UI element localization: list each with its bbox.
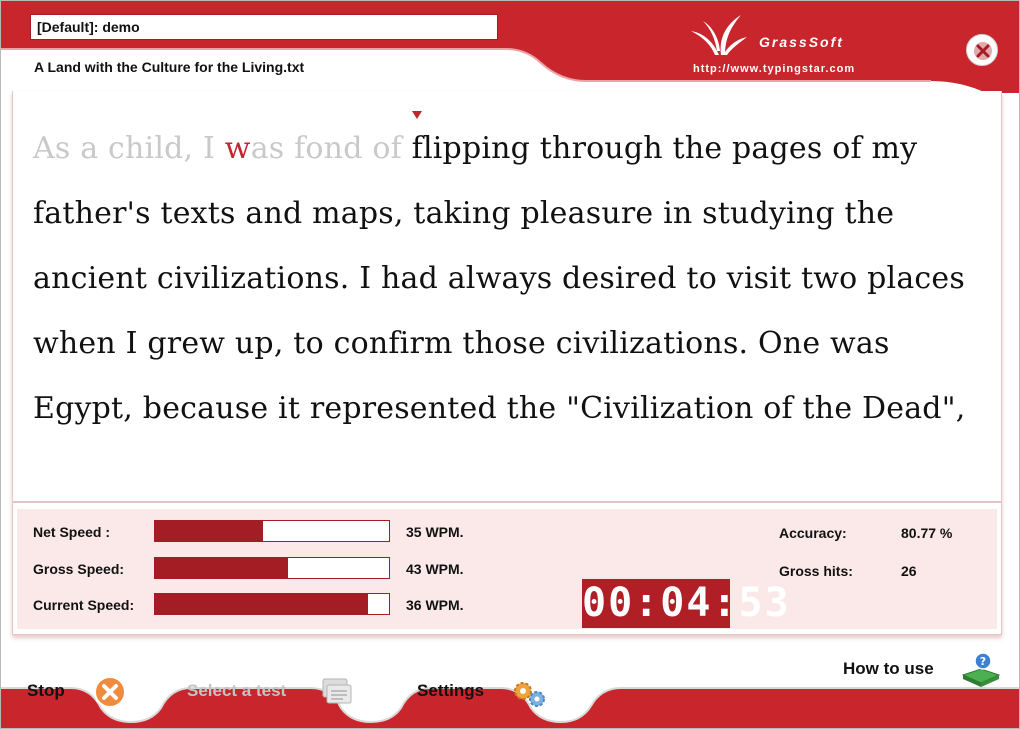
text-line-1 [33,131,917,166]
how-to-use-button[interactable] [841,651,1011,693]
current-speed-bar [154,593,390,615]
net-speed-value: 35 WPM. [406,524,464,540]
how-to-use-label: How to use [843,659,934,678]
typed-text: as fond of [250,131,412,166]
website-url: http://www.typingstar.com [693,63,856,75]
net-speed-bar [154,520,390,542]
settings-label: Settings [417,681,485,700]
close-icon [971,39,995,63]
gross-speed-bar-fill [155,558,288,578]
gross-hits-value: 26 [901,563,917,579]
net-speed-bar-fill [155,521,263,541]
brand-name: GrassSoft [759,34,844,50]
text-line-4: when I grew up, to confirm those civilizations. One was [33,326,890,361]
gross-speed-bar [154,557,390,579]
current-speed-label: Current Speed: [33,597,135,613]
net-speed-label: Net Speed : [33,524,111,540]
text-line-2: father's texts and maps, taking pleasure in studying the [33,196,895,231]
remaining-text: flipping through the pages of my [411,131,918,166]
settings-button[interactable] [415,673,565,713]
exit-button[interactable] [966,34,998,66]
current-speed-bar-fill [155,594,368,614]
help-book-icon [959,651,1003,691]
select-test-label: Select a test [187,681,287,700]
current-character: w [224,131,251,166]
user-profile-field: [Default]: demo [30,14,498,40]
elapsed-timer: 00:04:53 [582,580,791,626]
stop-button[interactable] [23,673,133,709]
current-speed-value: 36 WPM. [406,597,464,613]
header [1,1,1019,93]
stop-label: Stop [27,681,65,700]
text-line-5: Egypt, because it represented the "Civilization of the Dead", [33,391,966,426]
gross-speed-value: 43 WPM. [406,561,464,577]
accuracy-label: Accuracy: [779,525,847,541]
text-line-3: ancient civilizations. I had always desired to visit two places [33,261,965,296]
divider [13,501,1001,503]
typing-position-marker [412,111,422,119]
svg-text:?: ? [979,655,987,668]
typed-text: As a child, I [33,131,225,166]
grasssoft-logo-icon [689,11,749,57]
gross-speed-label: Gross Speed: [33,561,125,577]
select-test-button[interactable] [185,673,365,709]
gears-icon [511,677,551,711]
stop-icon [93,675,127,709]
select-test-icon [317,675,357,709]
accuracy-value: 80.77 % [901,525,953,541]
gross-hits-label: Gross hits: [779,563,853,579]
current-file-name: A Land with the Culture for the Living.txt [34,59,305,75]
